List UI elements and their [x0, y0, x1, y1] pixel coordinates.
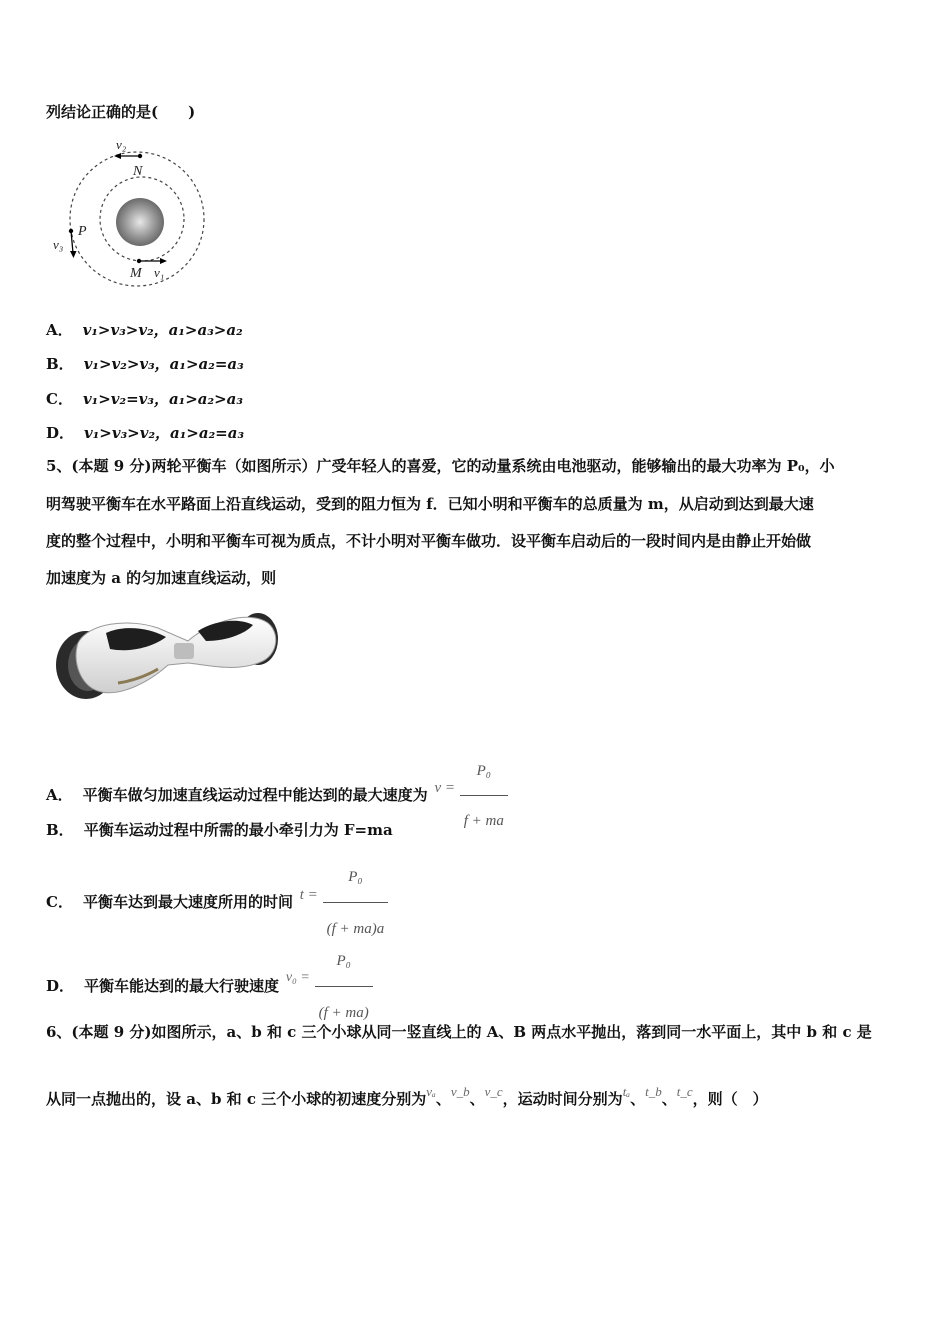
q5-stem-line-2: 明驾驶平衡车在水平路面上沿直线运动，受到的阻力恒为 f．已知小明和平衡车的总质量为 m，从启动到达到最大速: [46, 495, 814, 513]
orbit-diagram: [48, 134, 218, 294]
hoverboard-image: [48, 603, 284, 707]
q5-option-b[interactable]: B． 平衡车运动过程中所需的最小牵引力为 F=ma: [46, 821, 393, 839]
planet: [116, 198, 164, 246]
q5-stem-line-1: 5、(本题 9 分)两轮平衡车（如图所示）广受年轻人的喜爱，它的动量系统由电池驱动，能够输出的最大功率为 P₀，小: [46, 457, 835, 475]
formula-lhs: v₀ =: [285, 970, 310, 985]
formula-fraction: $\frac{\text{P₀}}{(f + ma)a}$: [323, 852, 389, 954]
q4-option-a[interactable]: A． v₁>v₃>v₂，a₁>a₃>a₂: [46, 321, 243, 339]
symbol-va: vₐ: [426, 1084, 436, 1099]
q4-option-d[interactable]: D． v₁>v₃>v₂，a₁>a₂=a₃: [46, 424, 245, 442]
question-4-stem-tail: 列结论正确的是( ): [46, 103, 196, 121]
symbol-tc: t_c: [676, 1084, 693, 1099]
q5-stem-line-4: 加速度为 a 的匀加速直线运动，则: [46, 569, 277, 587]
q4-option-b[interactable]: B． v₁>v₂>v₃，a₁>a₂=a₃: [46, 355, 244, 373]
q6-stem-line-1: 6、(本题 9 分)如图所示，a、b 和 c 三个小球从同一竖直线上的 A、B 两点水平抛出，落到同一水平面上，其中 b 和 c 是: [46, 1023, 872, 1041]
formula-fraction: $\frac{\text{P₀}}{f + ma}$: [460, 747, 508, 845]
label-N: N: [133, 164, 143, 179]
label-v1: v₁: [154, 265, 165, 280]
q6-stem-line-2: 从同一点抛出的，设 a、b 和 c 三个小球的初速度分别为vₐ、v_b、v_c，运动时间分别为tₐ、t_b、t_c，则（ ）: [46, 1084, 768, 1108]
formula-lhs: v =: [434, 780, 455, 796]
label-P: P: [78, 224, 87, 239]
formula-lhs: t =: [299, 887, 318, 903]
formula-fraction: $\frac{\text{P₀}}{(f + ma)}$: [315, 936, 373, 1038]
q4-option-c[interactable]: C． v₁>v₂=v₃，a₁>a₂>a₃: [46, 390, 243, 408]
label-v3: v₃: [53, 237, 64, 252]
q5-option-d[interactable]: D． 平衡车能达到的最大行驶速度 v₀ = $\frac{\text{P₀}}{(f + ma)}$: [46, 936, 373, 986]
label-v2: v₂: [116, 137, 127, 152]
symbol-vb: v_b: [450, 1084, 470, 1099]
symbol-vc: v_c: [484, 1084, 503, 1099]
symbol-tb: t_b: [645, 1084, 662, 1099]
q5-stem-line-3: 度的整个过程中，小明和平衡车可视为质点，不计小明对平衡车做功．设平衡车启动后的一段时间内是由静止开始做: [46, 532, 812, 550]
q5-option-c[interactable]: C． 平衡车达到最大速度所用的时间 t = $\frac{\text{P₀}}{(f + ma)a}$: [46, 852, 388, 902]
label-M: M: [130, 266, 142, 281]
q5-option-a[interactable]: A． 平衡车做匀加速直线运动过程中能达到的最大速度为 v = $\frac{\text{P₀}}{f + ma}$: [46, 747, 508, 795]
symbol-ta: tₐ: [622, 1084, 631, 1099]
